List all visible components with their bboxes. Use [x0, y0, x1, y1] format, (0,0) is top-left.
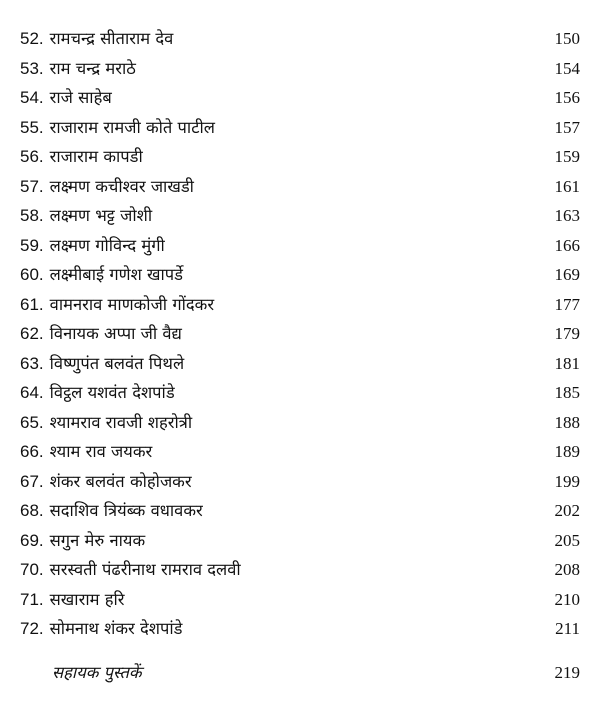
toc-entry — [20, 496, 580, 526]
toc-entry-label — [20, 172, 194, 203]
entry-title: सखाराम हरि — [49, 589, 125, 609]
toc-entry-label — [20, 24, 173, 55]
toc-entry-label — [20, 408, 192, 439]
entry-title: रामचन्द्र सीताराम देव — [49, 29, 174, 48]
toc-entry — [20, 260, 580, 290]
toc-entry-label — [20, 260, 183, 291]
entry-page-number: 205 — [554, 530, 580, 550]
entry-number: 69. — [20, 530, 44, 550]
entry-title: राम चन्द्र मराठे — [49, 58, 136, 78]
entry-title: सगुन मेरु नायक — [49, 530, 146, 550]
toc-entry — [20, 290, 580, 320]
entry-title: लक्ष्मण गोविन्द मुंगी — [49, 235, 165, 255]
entry-number: 59. — [20, 235, 44, 255]
toc-entry — [20, 555, 580, 585]
toc-entries — [20, 24, 580, 644]
entry-title: वामनराव माणकोजी गोंदकर — [49, 294, 215, 314]
entry-page-number: 157 — [554, 117, 580, 137]
entry-title: श्यामराव रावजी शहरोत्री — [49, 412, 193, 432]
entry-page-number: 181 — [554, 353, 580, 373]
toc-entry — [20, 585, 580, 615]
entry-page-number: 202 — [554, 501, 580, 520]
toc-entry — [20, 54, 580, 84]
entry-page-number: 208 — [554, 560, 580, 579]
entry-title: विष्णुपंत बलवंत पिथले — [49, 353, 185, 373]
toc-entry-label — [20, 496, 203, 527]
entry-number: 67. — [20, 471, 44, 491]
toc-entry-label — [20, 614, 183, 645]
toc-entry-label — [20, 555, 241, 586]
entry-page-number: 159 — [554, 147, 580, 166]
entry-page-number: 156 — [554, 88, 580, 107]
entry-title: विनायक अप्पा जी वैद्य — [49, 324, 182, 343]
entry-number: 65. — [20, 412, 44, 432]
toc-entry — [20, 408, 580, 438]
entry-page-number: 210 — [554, 589, 580, 609]
entry-title: सरस्वती पंढरीनाथ रामराव दलवी — [49, 560, 241, 579]
entry-number: 54. — [20, 88, 44, 107]
toc-entry — [20, 349, 580, 379]
entry-number: 72. — [20, 619, 44, 638]
toc-entry-label — [20, 290, 214, 321]
toc-entry — [20, 614, 580, 644]
table-of-contents — [20, 24, 580, 687]
entry-number: 68. — [20, 501, 44, 520]
toc-entry — [20, 231, 580, 261]
toc-entry — [20, 467, 580, 497]
entry-page-number: 211 — [555, 619, 580, 638]
toc-entry-label — [20, 83, 112, 114]
entry-page-number: 177 — [554, 294, 580, 314]
references-page-number: 219 — [554, 662, 580, 682]
entry-number: 62. — [20, 324, 44, 343]
entry-number: 70. — [20, 560, 44, 579]
entry-page-number: 163 — [554, 206, 580, 225]
toc-entry-label — [20, 113, 215, 144]
references-title: सहायक पुस्तकें — [52, 662, 142, 682]
toc-entry — [20, 142, 580, 172]
entry-title: सोमनाथ शंकर देशपांडे — [49, 619, 183, 638]
entry-number: 63. — [20, 353, 44, 373]
entry-title: सदाशिव त्रियंब्क वधावकर — [49, 501, 203, 520]
entry-page-number: 189 — [554, 442, 580, 461]
toc-entry — [20, 319, 580, 349]
toc-entry — [20, 83, 580, 113]
toc-entry — [20, 24, 580, 54]
toc-entry — [20, 526, 580, 556]
entry-page-number: 199 — [554, 471, 580, 491]
entry-number: 71. — [20, 589, 44, 609]
entry-title: श्याम राव जयकर — [49, 442, 153, 461]
entry-number: 56. — [20, 147, 44, 166]
entry-number: 61. — [20, 294, 44, 314]
entry-number: 60. — [20, 265, 44, 284]
toc-entry-label — [20, 526, 145, 557]
toc-entry — [20, 378, 580, 408]
entry-number: 58. — [20, 206, 44, 225]
toc-entry — [20, 113, 580, 143]
toc-entry — [20, 437, 580, 467]
entry-title: लक्ष्मीबाई गणेश खापर्डे — [49, 265, 184, 284]
entry-page-number: 154 — [554, 58, 580, 78]
entry-number: 52. — [20, 29, 44, 48]
entry-title: राजाराम कापडी — [49, 147, 143, 166]
toc-entry-label — [20, 349, 184, 380]
entry-number: 66. — [20, 442, 44, 461]
entry-page-number: 166 — [554, 235, 580, 255]
entry-number: 57. — [20, 176, 44, 196]
toc-entry — [20, 201, 580, 231]
entry-page-number: 179 — [554, 324, 580, 343]
toc-entry-label — [20, 378, 175, 409]
entry-title: राजे साहेब — [49, 88, 112, 107]
entry-page-number: 161 — [554, 176, 580, 196]
entry-page-number: 188 — [554, 412, 580, 432]
toc-entry-label — [20, 467, 192, 498]
entry-title: विट्ठल यशवंत देशपांडे — [49, 383, 175, 402]
entry-title: शंकर बलवंत कोहोजकर — [49, 471, 192, 491]
entry-number: 53. — [20, 58, 44, 78]
toc-references-row — [20, 658, 580, 688]
entry-number: 64. — [20, 383, 44, 402]
toc-entry-label — [20, 437, 152, 468]
toc-entry-label — [20, 319, 182, 350]
entry-title: लक्ष्मण भट्ट जोशी — [49, 206, 153, 225]
toc-entry-label — [20, 142, 143, 173]
toc-entry — [20, 172, 580, 202]
toc-entry-label — [20, 54, 136, 85]
entry-page-number: 150 — [554, 29, 580, 48]
entry-page-number: 185 — [554, 383, 580, 402]
toc-entry-label — [20, 585, 124, 616]
toc-entry-label — [20, 201, 152, 232]
entry-title: लक्ष्मण कचीश्वर जाखडी — [49, 176, 194, 196]
toc-entry-label — [20, 231, 165, 262]
entry-title: राजाराम रामजी कोते पाटील — [49, 117, 215, 137]
entry-page-number: 169 — [554, 265, 580, 284]
entry-number: 55. — [20, 117, 44, 137]
